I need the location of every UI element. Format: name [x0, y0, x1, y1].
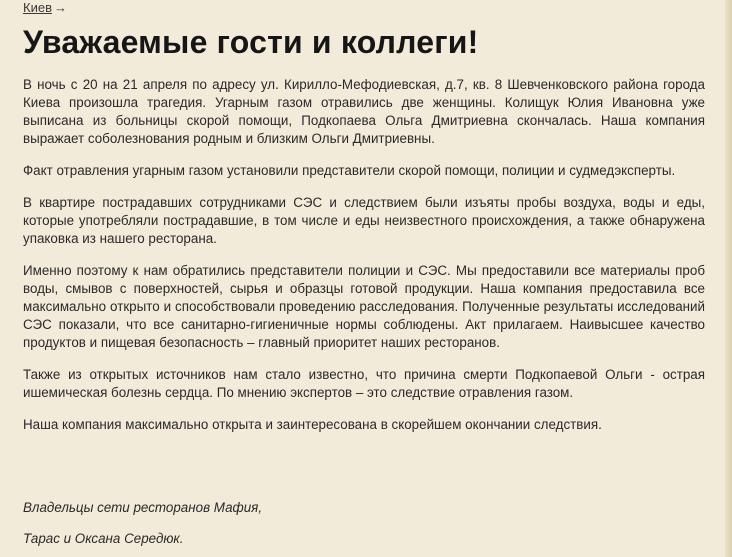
paragraph-openness: Наша компания максимально открыта и заинтересована в скорейшем окончании следствия. [23, 417, 602, 432]
page-title: Уважаемые гости и коллеги! [23, 24, 479, 60]
breadcrumb [23, 0, 67, 15]
paragraph-cause: Также из открытых источников нам стало известно, что причина смерти Подкопаевой Ольги - острая ишемическая болезнь сердца. По мнению экспертов – это следствие отравления газом. [23, 367, 705, 400]
breadcrumb-link-kiev[interactable]: Киев [23, 0, 52, 15]
paragraph-samples: В квартире пострадавших сотрудниками СЭС и следствием были изъяты пробы воздуха, воды и еды, которые употребляли пострадавшие, в том числе и еды неизвестного происхождения, а также обнаружена упаковка из нашего ресторана. [23, 195, 705, 246]
signature-names: Тарас и Оксана Середюк. [23, 531, 184, 546]
paragraph-incident: В ночь с 20 на 21 апреля по адресу ул. Кирилло-Мефодиевская, д.7, кв. 8 Шевченковского района города Киева произошла трагедия. Угарным газом отравились две женщины. Колищук Юлия Ивановна уже выписана из больницы скорой помощи, Подкопаева Ольга Дмитриевна скончалась. Наша компания выражает соболезнования родным и близким Ольги Дмитриевны. [23, 77, 705, 146]
article-body [23, 76, 705, 448]
paragraph-investigation: Именно поэтому к нам обратились представители полиции и СЭС. Мы предоставили все материалы проб воды, смывов с поверхностей, сырья и образцы готовой продукции. Наша компания предоставила все максимально открыто и способствовали проведению расследования. Полученные результаты исследований СЭС показали, что все санитарно-гигиеничные нормы соблюдены. Акт прилагаем. Наивысшее качество продуктов и пищевая безопасность – главный приоритет наших ресторанов. [23, 263, 705, 350]
arrow-right-icon: → [53, 0, 67, 15]
signature-owners: Владельцы сети ресторанов Мафия, [23, 500, 263, 515]
page-edge-shadow [725, 0, 732, 557]
paragraph-fact: Факт отравления угарным газом установили представители скорой помощи, полиции и судмедэксперты. [23, 163, 676, 178]
